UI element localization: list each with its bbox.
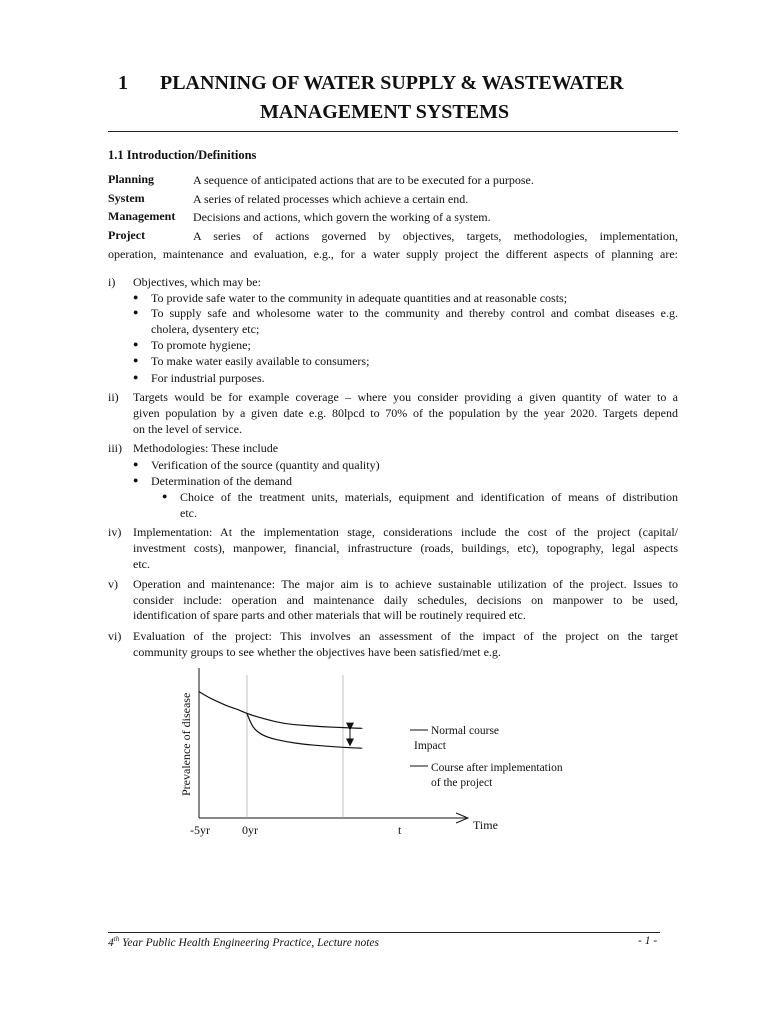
x-tick-label: 0yr bbox=[242, 823, 258, 837]
bullet-text: To make water easily available to consumers; bbox=[151, 354, 370, 368]
sub-bullet-icon: ● bbox=[162, 491, 168, 501]
chapter-title-line2: MANAGEMENT SYSTEMS bbox=[260, 101, 510, 123]
list-marker: ii) bbox=[108, 390, 119, 404]
sub-bullet-text-continued: etc. bbox=[180, 506, 197, 520]
section-title: 1.1 Introduction/Definitions bbox=[108, 148, 257, 162]
normal-course-label: Normal course bbox=[431, 725, 500, 737]
definition-text-continued: operation, maintenance and evaluation, e.g., for a water supply project the different aspects of planning are: bbox=[108, 247, 678, 261]
course-after-label-line1: Course after implementation bbox=[431, 762, 563, 774]
list-item-text: Objectives, which may be: bbox=[133, 275, 261, 289]
footer-ordinal-suffix: th bbox=[113, 935, 120, 943]
chapter-number: 1 bbox=[118, 72, 128, 94]
paragraph-line: on the level of service. bbox=[133, 422, 242, 436]
bullet-icon: ● bbox=[133, 339, 139, 349]
page-number: - 1 - bbox=[638, 935, 658, 947]
y-axis-label: Prevalence of disease bbox=[179, 692, 193, 796]
definition-text: A series of related processes which achieve a certain end. bbox=[193, 192, 469, 206]
definition-term: Planning bbox=[108, 172, 155, 186]
paragraph-line: Evaluation of the project: This involves an assessment of the impact of the project on the target bbox=[133, 629, 678, 643]
x-tick-label: t bbox=[398, 823, 402, 837]
bullet-text: To promote hygiene; bbox=[151, 338, 251, 352]
footer-text bbox=[108, 935, 379, 949]
bullet-icon: ● bbox=[133, 307, 139, 317]
list-marker: v) bbox=[108, 577, 118, 591]
bullet-text: Verification of the source (quantity and quality) bbox=[151, 458, 380, 472]
paragraph-line: Implementation: At the implementation stage, considerations include the cost of the project (capital/ bbox=[133, 525, 678, 539]
paragraph-line: Targets would be for example coverage – where you consider providing a given quantity of water to a bbox=[133, 390, 678, 404]
paragraph-line: investment costs), manpower, financial, infrastructure (roads, buildings, etc), topography, legal aspects bbox=[133, 541, 678, 555]
bullet-text: To provide safe water to the community in adequate quantities and at reasonable costs; bbox=[151, 291, 568, 305]
paragraph-line: Operation and maintenance: The major aim is to achieve sustainable utilization of the project. Issues to bbox=[133, 577, 678, 591]
bullet-icon: ● bbox=[133, 292, 139, 302]
list-marker: i) bbox=[108, 275, 116, 289]
x-axis-label: Time bbox=[473, 818, 498, 832]
definition-term: System bbox=[108, 191, 145, 205]
definition-term: Management bbox=[108, 209, 176, 223]
paragraph-line: etc. bbox=[133, 557, 150, 571]
paragraph-line: identification of spare parts and other materials that will be routinely required etc. bbox=[133, 608, 526, 622]
bullet-icon: ● bbox=[133, 475, 139, 485]
definition-text: A sequence of anticipated actions that are to be executed for a purpose. bbox=[193, 173, 534, 187]
bullet-text: For industrial purposes. bbox=[151, 371, 265, 385]
footer-ordinal: 4 bbox=[108, 937, 114, 949]
bullet-icon: ● bbox=[133, 459, 139, 469]
bullet-icon: ● bbox=[133, 372, 139, 382]
definition-term: Project bbox=[108, 228, 146, 242]
list-marker: vi) bbox=[108, 629, 122, 643]
definition-text: A series of actions governed by objectives, targets, methodologies, implementation, bbox=[193, 229, 678, 243]
paragraph-line: given population by a given date e.g. 80lpcd to 70% of the population by the year 2020. Targets depend bbox=[133, 406, 678, 420]
chapter-title-line1: PLANNING OF WATER SUPPLY & WASTEWATER bbox=[160, 72, 624, 94]
list-item-text: Methodologies: These include bbox=[133, 441, 279, 455]
definition-text: Decisions and actions, which govern the working of a system. bbox=[193, 210, 491, 224]
series-line-normal-course bbox=[199, 692, 362, 729]
sub-bullet-text: Choice of the treatment units, materials, equipment and identification of means of distribution bbox=[180, 490, 678, 504]
impact-label: Impact bbox=[414, 740, 446, 752]
x-tick-label: -5yr bbox=[190, 823, 210, 837]
footer-course: Year Public Health Engineering Practice, Lecture notes bbox=[119, 937, 379, 949]
paragraph-line: consider include: operation and maintenance daily schedules, decisions on manpower to be used, bbox=[133, 593, 678, 607]
paragraph-line: community groups to see whether the objectives have been satisfied/met e.g. bbox=[133, 645, 501, 659]
bullet-text: To supply safe and wholesome water to the community and thereby control and combat diseases e.g. bbox=[151, 306, 678, 320]
footer-rule bbox=[108, 932, 660, 933]
bullet-text: Determination of the demand bbox=[151, 474, 292, 488]
course-after-label-line2: of the project bbox=[431, 777, 493, 789]
bullet-icon: ● bbox=[133, 355, 139, 365]
list-marker: iv) bbox=[108, 525, 122, 539]
bullet-text-continued: cholera, dysentery etc; bbox=[151, 322, 260, 336]
list-marker: iii) bbox=[108, 441, 122, 455]
